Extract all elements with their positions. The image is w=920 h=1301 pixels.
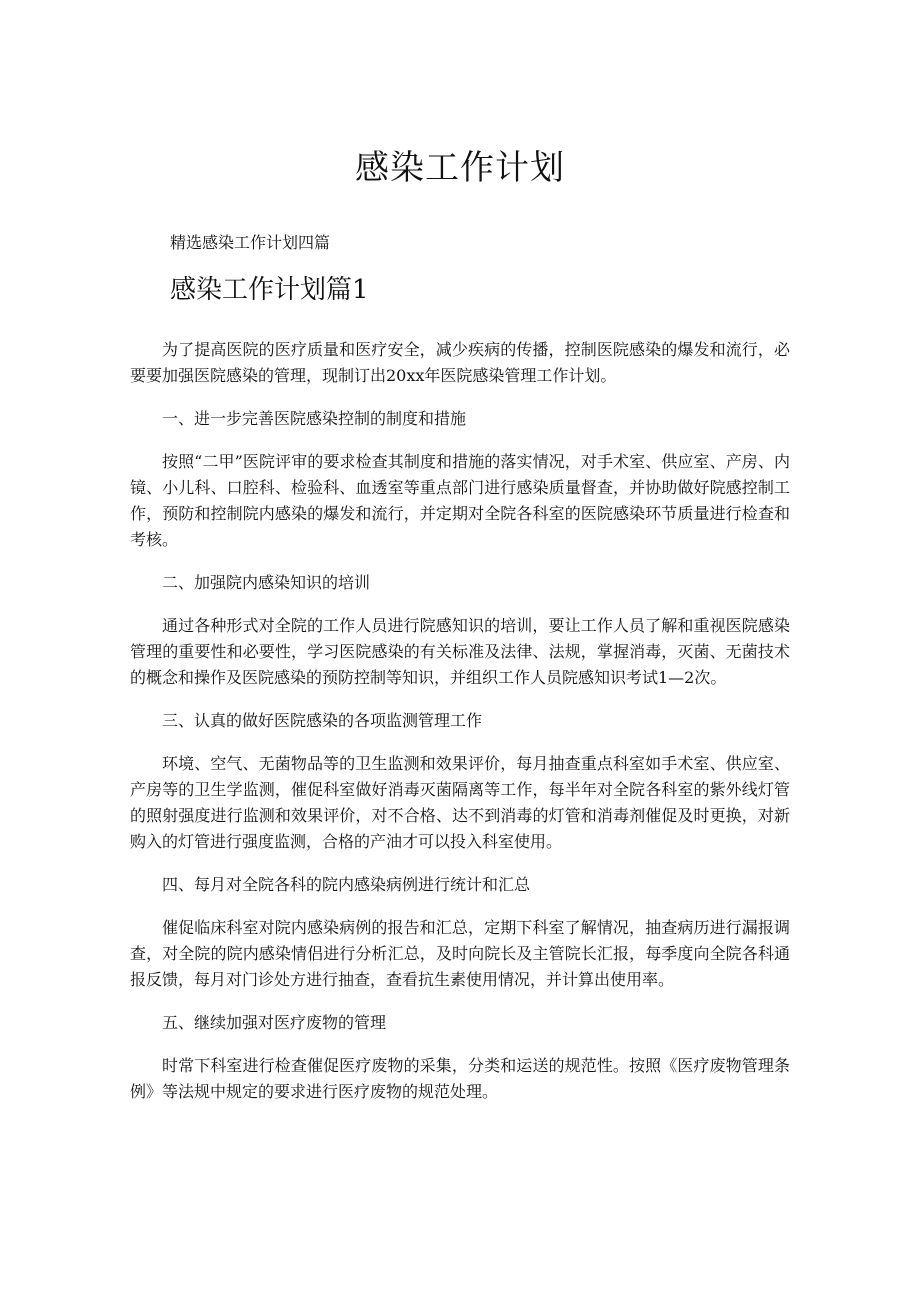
item-body-5: 时常下科室进行检查催促医疗废物的采集，分类和运送的规范性。按照《医疗废物管理条例》等法规中规定的要求进行医疗废物的规范处理。 [130,1056,790,1101]
section-title: 感染工作计划篇1 [170,275,369,305]
item-body-3: 环境、空气、无菌物品等的卫生监测和效果评价，每月抽查重点科室如手术室、供应室、产房等的卫生学监测，催促科室做好消毒灭菌隔离等工作，每半年对全院各科室的紫外线灯管的照射强度进行监测和效果评价，对不合格、达不到消毒的灯管和消毒剂催促及时更换，对新购入的灯管进行强度监测，合格的产油才可以投入科室使用。 [130,754,790,851]
document-body [130,337,790,1122]
item-body-1: 按照“二甲”医院评审的要求检查其制度和措施的落实情况，对手术室、供应室、产房、内镜、小儿科、口腔科、检验科、血透室等重点部门进行感染质量督查，并协助做好院感控制工作，预防和控制院内感染的爆发和流行，并定期对全院各科室的医院感染环节质量进行检查和考核。 [130,452,790,549]
item-heading-2: 二、加强院内感染知识的培训 [162,573,371,592]
item-body-2: 通过各种形式对全院的工作人员进行院感知识的培训，要让工作人员了解和重视医院感染管理的重要性和必要性，学习医院感染的有关标准及法律、法规，掌握消毒，灭菌、无菌技术的概念和操作及医院感染的预防控制等知识，并组织工作人员院感知识考试1—2次。 [130,616,790,687]
item-heading-3: 三、认真的做好医院感染的各项监测管理工作 [162,711,483,730]
item-body-4: 催促临床科室对院内感染病例的报告和汇总，定期下科室了解情况，抽查病历进行漏报调查，对全院的院内感染情侣进行分析汇总，及时向院长及主管院长汇报，每季度向全院各科通报反馈，每月对门诊处方进行抽查，查看抗生素使用情况，并计算出使用率。 [130,918,790,989]
item-heading-1: 一、进一步完善医院感染控制的制度和措施 [162,409,467,428]
intro-paragraph: 为了提高医院的医疗质量和医疗安全，减少疾病的传播，控制医院感染的爆发和流行，必要要加强医院感染的管理，现制订出20xx年医院感染管理工作计划。 [130,340,790,385]
item-heading-4: 四、每月对全院各科的院内感染病例进行统计和汇总 [162,875,531,894]
document-subtitle: 精选感染工作计划四篇 [170,233,331,252]
item-heading-5: 五、继续加强对医疗废物的管理 [162,1013,387,1032]
document-title: 感染工作计划 [355,148,565,188]
